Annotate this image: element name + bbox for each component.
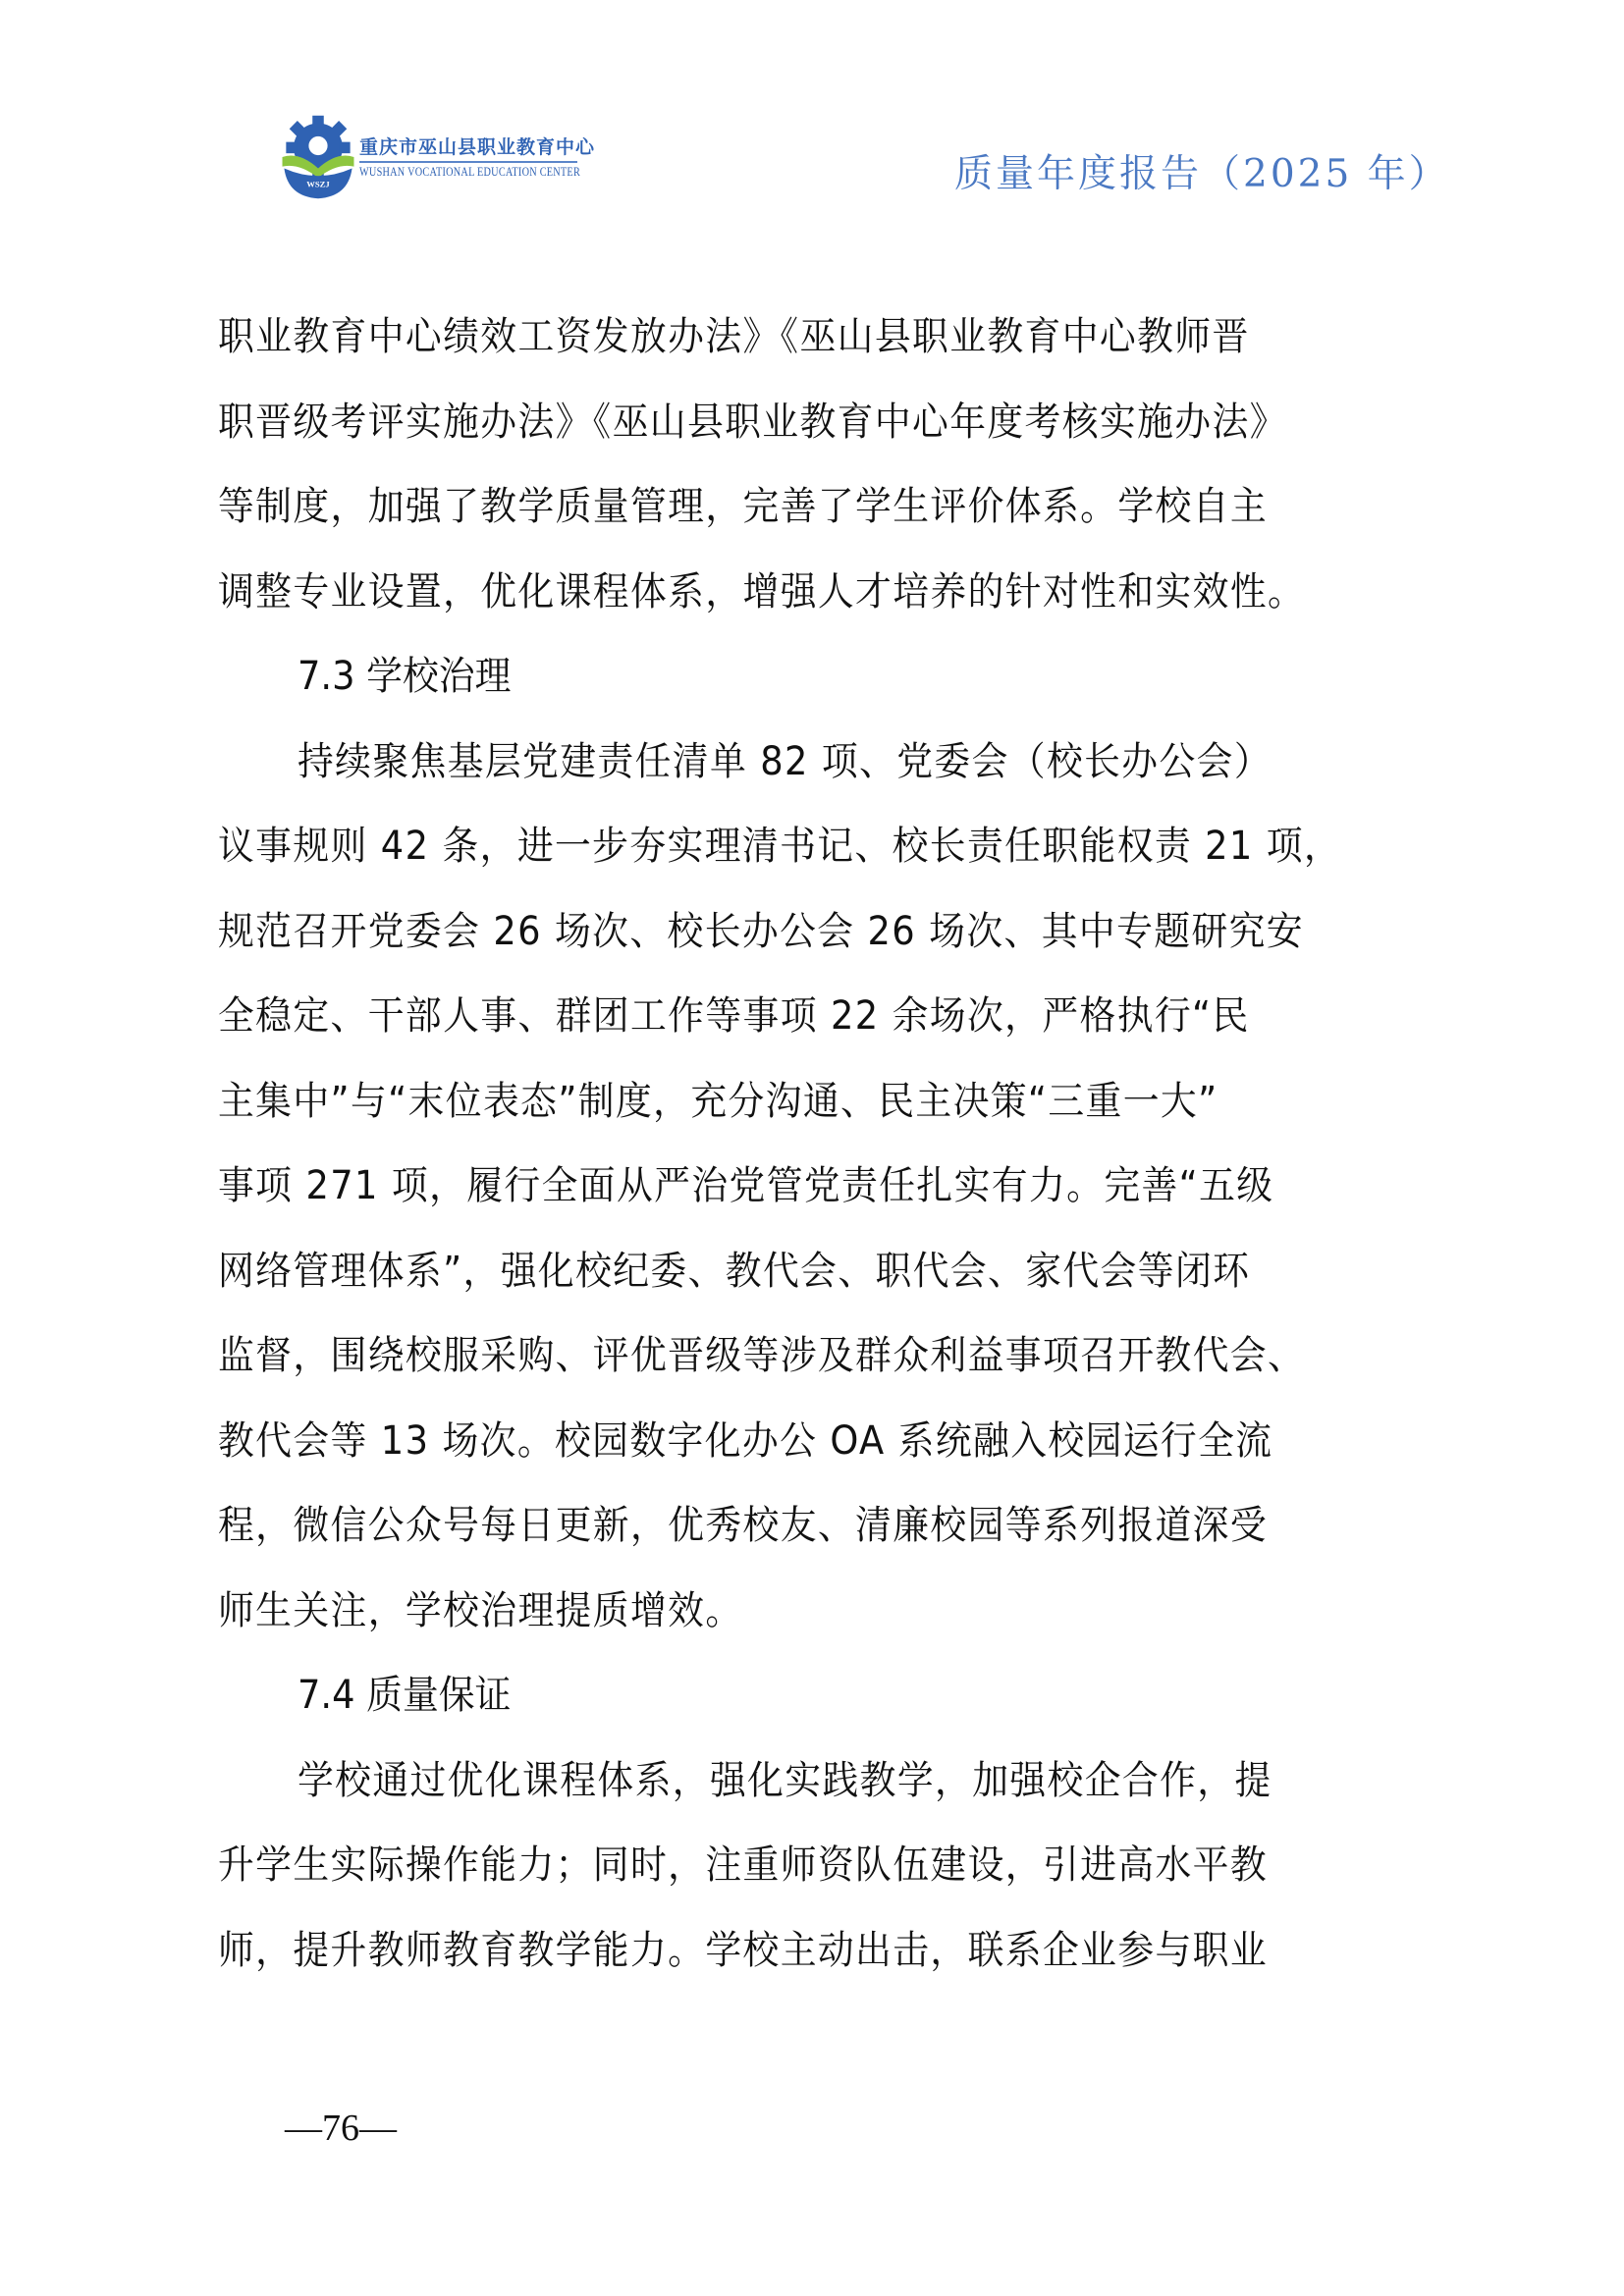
text-line: 程，微信公众号每日更新，优秀校友、清廉校园等系列报道深受: [218, 1503, 1269, 1548]
text-line: 网络管理体系”，强化校纪委、教代会、职代会、家代会等闭环: [218, 1248, 1251, 1294]
report-title: 质量年度报告（2025 年）: [954, 152, 1450, 196]
paragraph-intro: [218, 294, 1435, 634]
section-heading-7-3: 7.3 学校治理: [297, 654, 512, 699]
school-name-block: [359, 135, 596, 181]
school-name-en: WUSHAN VOCATIONAL EDUCATION CENTER: [359, 165, 581, 179]
page-header: [0, 0, 1624, 226]
text-line: 议事规则 42 条，进一步夯实理清书记、校长责任职能权责 21 项，: [218, 824, 1342, 869]
svg-text:WSZJ: WSZJ: [306, 179, 330, 189]
text-line: 职晋级考评实施办法》《巫山县职业教育中心年度考核实施办法》: [218, 399, 1287, 445]
text-line: 等制度，加强了教学质量管理，完善了学生评价体系。学校自主: [218, 484, 1269, 529]
text-line: 师生关注，学校治理提质增效。: [218, 1587, 743, 1633]
text-line: 主集中”与“末位表态”制度，充分沟通、民主决策“三重一大”: [218, 1078, 1218, 1124]
paragraph-school-governance: [218, 720, 1435, 1654]
school-name-cn: 重庆市巫山县职业教育中心: [359, 136, 596, 158]
text-line: 持续聚焦基层党建责任清单 82 项、党委会（校长办公会）: [297, 738, 1272, 784]
section-heading-7-4: 7.4 质量保证: [297, 1673, 512, 1718]
document-body: [218, 294, 1435, 1993]
page-number: —76—: [285, 2108, 397, 2149]
text-line: 师，提升教师教育教学能力。学校主动出击，联系企业参与职业: [218, 1927, 1269, 1973]
paragraph-quality-assurance: [218, 1738, 1435, 1994]
text-line: 学校通过优化课程体系，强化实践教学，加强校企合作，提: [297, 1757, 1272, 1803]
text-line: 监督，围绕校服采购、评优晋级等涉及群众利益事项召开教代会、: [218, 1333, 1306, 1378]
text-line: 事项 271 项，履行全面从严治党管党责任扎实有力。完善“五级: [218, 1163, 1274, 1208]
school-logo: [271, 110, 365, 204]
text-line: 全稳定、干部人事、群团工作等事项 22 余场次，严格执行“民: [218, 993, 1250, 1039]
text-line: 规范召开党委会 26 场次、校长办公会 26 场次、其中专题研究安: [218, 908, 1304, 954]
text-line: 调整专业设置，优化课程体系，增强人才培养的针对性和实效性。: [218, 568, 1306, 614]
text-line: 教代会等 13 场次。校园数字化办公 OA 系统融入校园运行全流: [218, 1417, 1273, 1464]
text-line: 职业教育中心绩效工资发放办法》《巫山县职业教育中心教师晋: [218, 314, 1250, 359]
text-line: 升学生实际操作能力；同时，注重师资队伍建设，引进高水平教: [218, 1842, 1269, 1888]
gear-book-logo-icon: [271, 110, 365, 204]
